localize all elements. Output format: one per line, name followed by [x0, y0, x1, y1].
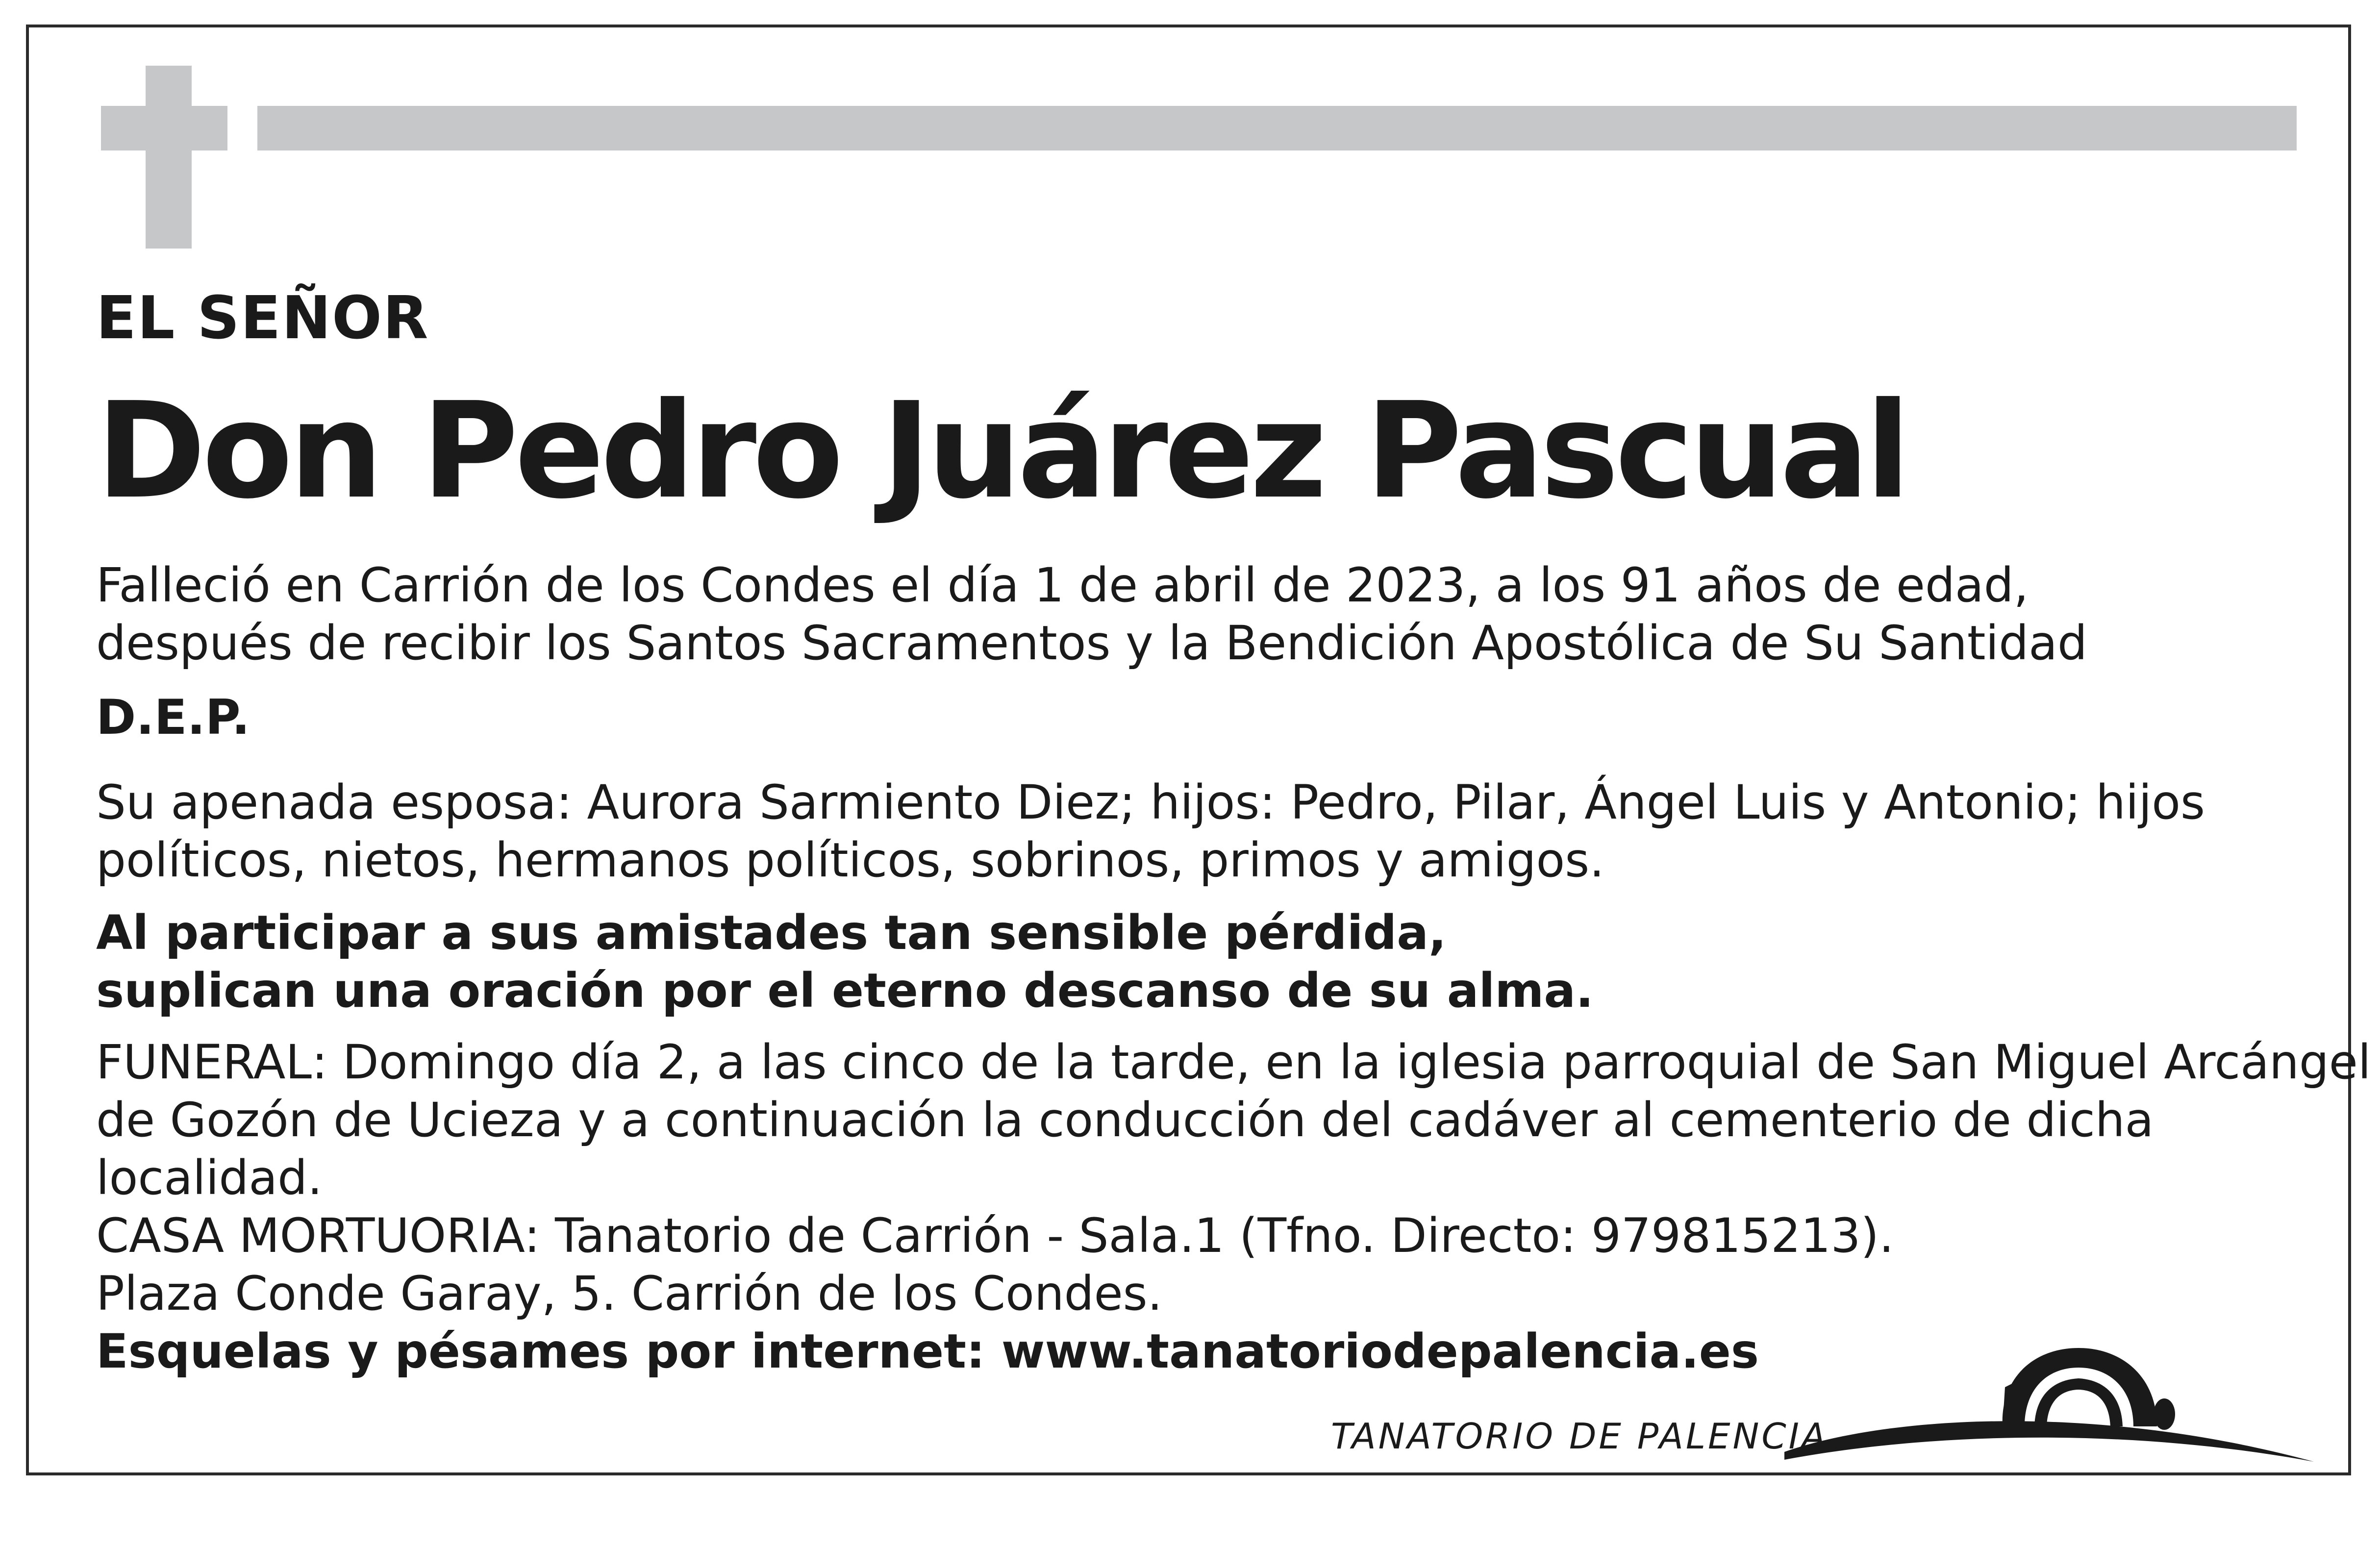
cross-icon-horizontal [101, 106, 227, 150]
plea-line: suplican una oración por el eterno descanso de su alma. [96, 963, 1594, 1018]
funeral-line: FUNERAL: Domingo día 2, a las cinco de la tarde, en la iglesia parroquial de San Miguel Arcángel [96, 1035, 2371, 1090]
family-list [96, 773, 2205, 889]
tanatorio-logo-icon [1784, 1304, 2338, 1480]
header-bar [257, 106, 2297, 150]
death-notice [96, 556, 2087, 672]
family-line: Su apenada esposa: Aurora Sarmiento Diez; hijos: Pedro, Pilar, Ángel Luis y Antonio; hijos [96, 775, 2205, 830]
casa-mortuoria: CASA MORTUORIA: Tanatorio de Carrión - Sala.1 (Tfno. Directo: 979815213). [96, 1208, 1894, 1263]
honorific: EL SEÑOR [96, 284, 429, 352]
funeral-line: localidad. [96, 1150, 323, 1205]
plea-line: Al participar a sus amistades tan sensible pérdida, [96, 905, 1447, 960]
funeral-line: de Gozón de Ucieza y a continuación la conducción del cadáver al cementerio de dicha [96, 1093, 2154, 1147]
web-link[interactable]: Esquelas y pésames por internet: www.tanatoriodepalencia.es [96, 1324, 1759, 1379]
death-notice-line: después de recibir los Santos Sacramentos y la Bendición Apostólica de Su Santidad [96, 616, 2087, 671]
cross-icon-vertical [146, 66, 192, 249]
death-notice-line: Falleció en Carrión de los Condes el día 1 de abril de 2023, a los 91 años de edad, [96, 558, 2029, 613]
dep-label: D.E.P. [96, 690, 250, 746]
deceased-name: Don Pedro Juárez Pascual [96, 374, 1907, 528]
prayer-plea [96, 904, 1594, 1020]
family-line: políticos, nietos, hermanos políticos, sobrinos, primos y amigos. [96, 833, 1604, 888]
logo-text: TANATORIO DE PALENCIA [1331, 1416, 1829, 1457]
funeral-info [96, 1033, 2371, 1207]
address: Plaza Conde Garay, 5. Carrión de los Condes. [96, 1266, 1163, 1321]
